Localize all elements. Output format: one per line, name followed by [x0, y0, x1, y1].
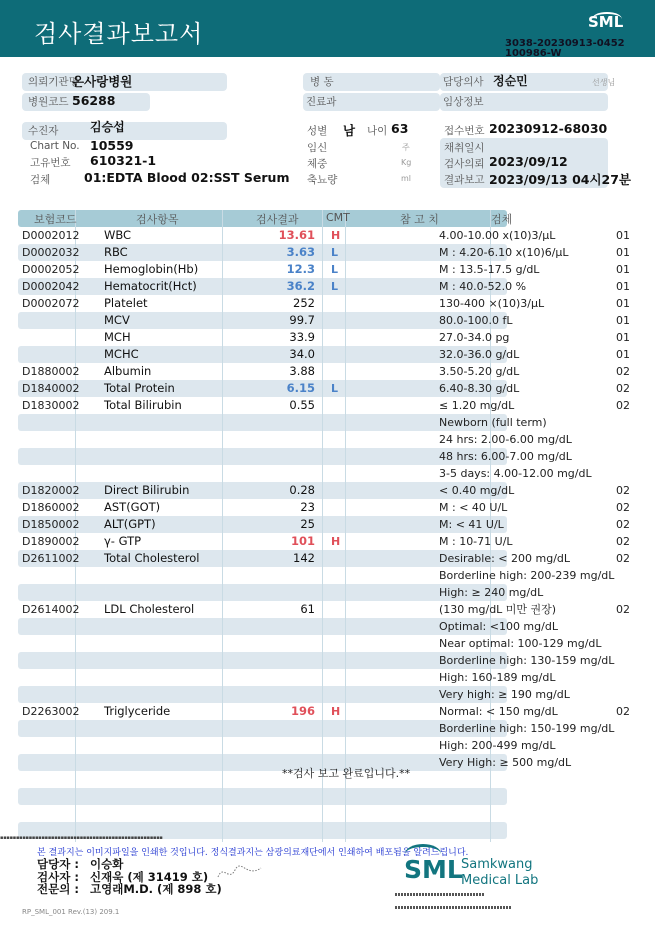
row-reference: 48 hrs: 6.00-7.00 mg/dL: [439, 450, 572, 463]
row-reference: Near optimal: 100-129 mg/dL: [439, 637, 602, 650]
doctor-suffix: 선생님: [592, 78, 616, 87]
row-item: Platelet: [104, 296, 148, 310]
row-result: [222, 737, 315, 754]
row-result: 252: [293, 296, 315, 310]
row-reference: M : < 40 U/L: [439, 501, 508, 514]
row-reference: Borderline high: 130-159 mg/dL: [439, 654, 615, 667]
row-specimen: 02: [616, 518, 630, 531]
row-item: Hemoglobin(Hb): [104, 262, 199, 276]
row-code: D1880002: [22, 365, 80, 378]
row-result: 6.15: [286, 381, 315, 395]
id-value: 610321-1: [90, 153, 157, 168]
row-specimen: 02: [616, 484, 630, 497]
specimen-value: 01:EDTA Blood 02:SST Serum: [84, 170, 290, 185]
row-reference: 3.50-5.20 g/dL: [439, 365, 520, 378]
staff-label-2: 검사자 :: [37, 870, 79, 884]
hospital-value: 온사랑병원: [72, 74, 133, 89]
row-result: 99.7: [289, 313, 315, 327]
row-flag: L: [331, 263, 339, 276]
row-item: Total Cholesterol: [104, 551, 200, 565]
row-reference: M : 4.20-6.10 x(10)6/μL: [439, 246, 569, 259]
row-reference: Desirable: < 200 mg/dL: [439, 552, 571, 565]
row-code: D0002032: [22, 246, 80, 259]
row-result: [222, 720, 315, 737]
row-item: WBC: [104, 228, 132, 242]
ward-label: 병 동: [310, 76, 334, 88]
age-label: 나이: [367, 125, 388, 137]
fine-print-line: ▪▪▪▪▪▪▪▪▪▪▪▪▪▪▪▪▪▪▪▪▪▪▪▪▪▪▪▪▪▪▪▪▪▪▪▪▪▪▪▪▪▪▪▪▪▪▪▪▪▪▪: [0, 835, 163, 841]
row-specimen: 02: [616, 399, 630, 412]
clinical-label: 임상정보: [443, 96, 484, 108]
row-specimen: 02: [616, 552, 630, 565]
sml-logo: SML: [588, 13, 624, 31]
contact-line: [395, 906, 512, 909]
row-reference: Borderline high: 150-199 mg/dL: [439, 722, 615, 735]
collect-label: 채취일시: [444, 142, 485, 154]
specimen-label: 검체: [30, 174, 51, 186]
row-code: D1850002: [22, 518, 80, 531]
row-result: 3.63: [286, 245, 315, 259]
sex-label: 성별: [307, 125, 328, 137]
report-label: 결과보고: [444, 174, 485, 186]
row-result: [222, 567, 315, 584]
row-reference: High: ≥ 240 mg/dL: [439, 586, 544, 599]
row-reference: Normal: < 150 mg/dL: [439, 705, 558, 718]
row-result: [222, 686, 315, 703]
row-item: RBC: [104, 245, 128, 259]
age-value: 63: [391, 121, 409, 136]
row-result: 101: [290, 534, 315, 548]
row-item: Triglyceride: [104, 704, 171, 718]
row-result: 25: [300, 517, 315, 531]
header-code: 보험코드: [34, 213, 77, 226]
row-result: [222, 431, 315, 448]
row-specimen: 02: [616, 705, 630, 718]
row-code: D1890002: [22, 535, 80, 548]
row-flag: L: [331, 280, 339, 293]
address-line: [395, 893, 485, 896]
row-reference: 24 hrs: 2.00-6.00 mg/dL: [439, 433, 572, 446]
row-reference: 6.40-8.30 g/dL: [439, 382, 520, 395]
chart-label: Chart No.: [30, 140, 80, 152]
row-reference: High: 160-189 mg/dL: [439, 671, 556, 684]
report-value: 2023/09/13 04시27분: [489, 172, 632, 187]
row-specimen: 02: [616, 501, 630, 514]
brand-name-1: Samkwang: [461, 857, 533, 872]
doctor-label: 담당의사: [443, 76, 484, 88]
row-result: 36.2: [286, 279, 315, 293]
row-code: D2614002: [22, 603, 80, 616]
column-divider: [345, 210, 346, 842]
row-reference: (130 mg/dL 미만 권장): [439, 603, 557, 616]
row-reference: 3-5 days: 4.00-12.00 mg/dL: [439, 467, 592, 480]
page-title: 검사결과보고서: [34, 20, 204, 48]
doc-id-1: 3038-20230913-0452: [505, 38, 625, 49]
row-reference: High: 200-499 mg/dL: [439, 739, 556, 752]
brand-name-2: Medical Lab: [461, 873, 539, 888]
row-item: Total Protein: [104, 381, 175, 395]
row-code: D1860002: [22, 501, 80, 514]
row-result: [222, 448, 315, 465]
row-result: 0.28: [289, 483, 315, 497]
row-reference: 32.0-36.0 g/dL: [439, 348, 520, 361]
hospital-code-value: 56288: [72, 93, 116, 108]
form-code: RP_SML_001 Rev.(13) 209.1: [22, 908, 120, 916]
row-reference: M : 40.0-52.0 %: [439, 280, 527, 293]
row-flag: L: [331, 246, 339, 259]
request-value: 2023/09/12: [489, 154, 568, 169]
header-result: 검사결과: [256, 213, 299, 226]
urine-unit: ml: [401, 174, 412, 183]
row-specimen: 01: [616, 263, 630, 276]
row-result: [222, 618, 315, 635]
row-result: 33.9: [289, 330, 315, 344]
signature-icon: [215, 862, 265, 884]
row-reference: 130-400 ×(10)3/μL: [439, 297, 545, 310]
row-result: 34.0: [289, 347, 315, 361]
staff-label-1: 담당자 :: [37, 857, 79, 871]
row-reference: M: < 41 U/L: [439, 518, 504, 531]
receipt-value: 20230912-68030: [489, 121, 608, 136]
column-divider: [322, 210, 323, 842]
weight-label: 체중: [307, 158, 328, 170]
header-item: 검사항목: [136, 213, 179, 226]
row-reference: Very high: ≥ 190 mg/dL: [439, 688, 570, 701]
row-result: [222, 669, 315, 686]
request-label: 검사의뢰: [444, 158, 485, 170]
staff-name-1: 이승화: [90, 857, 124, 871]
row-specimen: 02: [616, 382, 630, 395]
sex-value: 남: [343, 123, 356, 138]
row-item: Hematocrit(Hct): [104, 279, 197, 293]
row-result: 23: [300, 500, 315, 514]
row-result: [222, 465, 315, 482]
row-code: D2611002: [22, 552, 80, 565]
doctor-value: 정순민: [493, 74, 528, 88]
row-specimen: 01: [616, 297, 630, 310]
receipt-label: 접수번호: [444, 125, 485, 137]
row-specimen: 01: [616, 348, 630, 361]
row-item: MCV: [104, 313, 130, 327]
row-flag: H: [331, 705, 341, 718]
hospital-label: 의뢰기관명: [28, 76, 79, 88]
brand-logo: SML: [404, 855, 463, 884]
row-item: Albumin: [104, 364, 152, 378]
row-reference: ≤ 1.20 mg/dL: [439, 399, 515, 412]
row-code: D1820002: [22, 484, 80, 497]
dept-label: 진료과: [306, 96, 337, 108]
row-result: 196: [290, 704, 315, 718]
footer-notice: 본 결과지는 이미지파일을 인쇄한 것입니다. 정식결과지는 삼광의료재단에서 인쇄하여 배포됨을 알려드립니다.: [37, 848, 469, 858]
urine-label: 축뇨량: [307, 174, 338, 186]
weight-unit: Kg: [401, 158, 412, 167]
row-item: Total Bilirubin: [104, 398, 182, 412]
row-reference: 80.0-100.0 fL: [439, 314, 513, 327]
staff-name-2: 신재욱 (제 31419 호): [90, 870, 209, 884]
row-reference: Optimal: <100 mg/dL: [439, 620, 558, 633]
row-code: D0002042: [22, 280, 80, 293]
row-flag: L: [331, 382, 339, 395]
patient-label: 수진자: [28, 125, 59, 137]
row-result: 13.61: [278, 228, 315, 242]
staff-name-3: 고영래M.D. (제 898 호): [90, 882, 222, 896]
row-item: Direct Bilirubin: [104, 483, 190, 497]
row-reference: < 0.40 mg/dL: [439, 484, 515, 497]
row-reference: Very High: ≥ 500 mg/dL: [439, 756, 572, 769]
row-result: [222, 584, 315, 601]
row-code: D0002052: [22, 263, 80, 276]
row-code: D1840002: [22, 382, 80, 395]
row-item: ALT(GPT): [104, 517, 156, 531]
row-result: [222, 652, 315, 669]
id-label: 고유번호: [30, 157, 71, 169]
row-flag: H: [331, 229, 341, 242]
row-specimen: 01: [616, 280, 630, 293]
row-reference: M : 10-71 U/L: [439, 535, 513, 548]
completion-message: **검사 보고 완료입니다.**: [282, 767, 411, 780]
row-specimen: 02: [616, 603, 630, 616]
row-specimen: 01: [616, 229, 630, 242]
row-reference: M : 13.5-17.5 g/dL: [439, 263, 540, 276]
row-item: LDL Cholesterol: [104, 602, 195, 616]
header-cmt: CMT: [326, 211, 350, 224]
row-item: MCH: [104, 330, 131, 344]
row-item: γ- GTP: [104, 534, 142, 548]
row-specimen: 01: [616, 246, 630, 259]
row-item: AST(GOT): [104, 500, 161, 514]
row-specimen: 02: [616, 365, 630, 378]
row-stripe: [18, 788, 507, 805]
row-specimen: 01: [616, 331, 630, 344]
row-item: MCHC: [104, 347, 139, 361]
header-spec: 검체: [491, 213, 513, 226]
hospital-code-label: 병원코드: [28, 96, 69, 108]
patient-value: 김승섭: [90, 120, 125, 134]
row-specimen: 02: [616, 535, 630, 548]
row-reference: 4.00-10.00 x(10)3/μL: [439, 229, 556, 242]
header-ref: 참 고 치: [400, 213, 439, 226]
row-result: [222, 414, 315, 431]
row-code: D2263002: [22, 705, 80, 718]
row-code: D0002072: [22, 297, 80, 310]
preg-label: 임신: [307, 142, 328, 154]
row-result: 61: [300, 602, 315, 616]
row-reference: Borderline high: 200-239 mg/dL: [439, 569, 615, 582]
row-code: D0002012: [22, 229, 80, 242]
doc-id-2: 100986-W: [505, 48, 562, 59]
row-result: [222, 635, 315, 652]
row-reference: 27.0-34.0 pg: [439, 331, 510, 344]
row-result: 12.3: [286, 262, 315, 276]
row-specimen: 01: [616, 314, 630, 327]
chart-value: 10559: [90, 138, 134, 153]
row-flag: H: [331, 535, 341, 548]
row-reference: Newborn (full term): [439, 416, 547, 429]
row-result: 142: [293, 551, 315, 565]
row-result: 0.55: [289, 398, 315, 412]
staff-label-3: 전문의 :: [37, 882, 79, 896]
preg-unit: 주: [402, 143, 410, 152]
row-code: D1830002: [22, 399, 80, 412]
row-result: 3.88: [289, 364, 315, 378]
